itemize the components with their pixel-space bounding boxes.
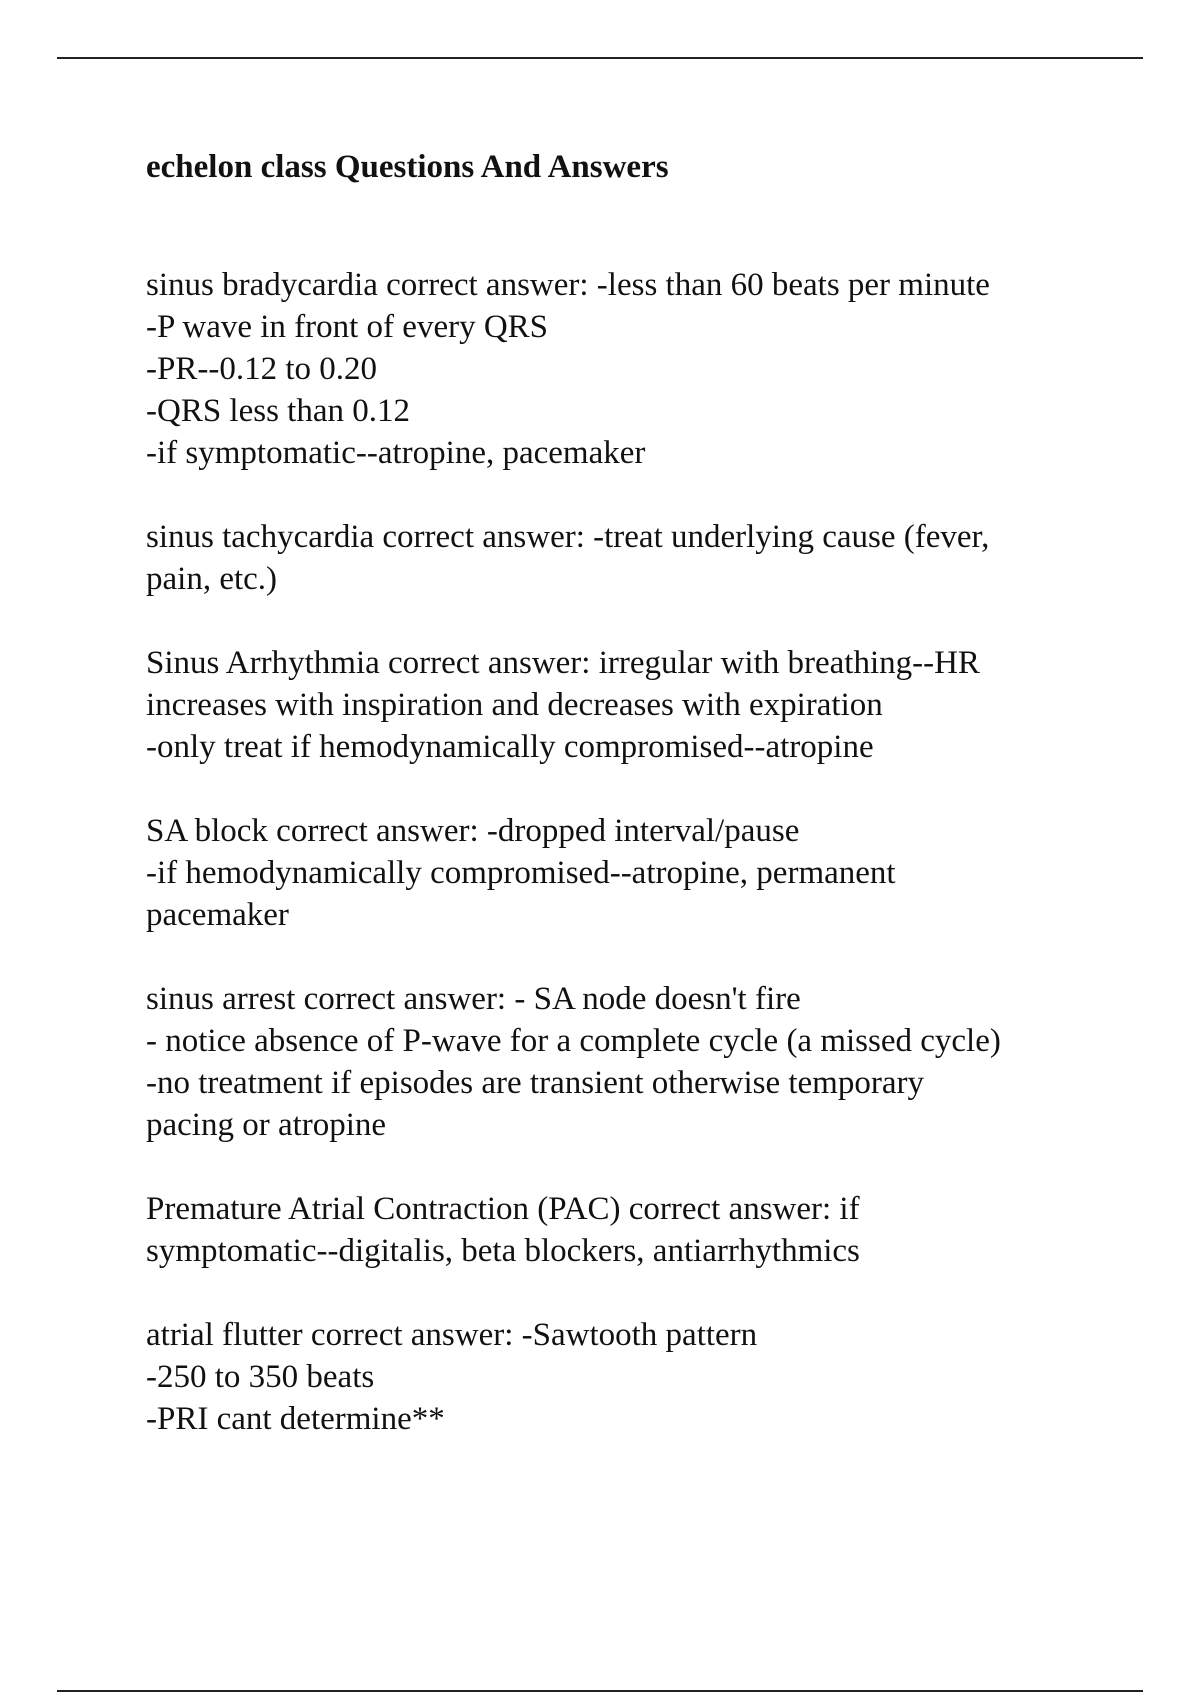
qa-entry-sinus-tachycardia [146, 516, 1146, 600]
qa-entry-sinus-arrest [146, 978, 1146, 1146]
entry-line: SA block correct answer: -dropped interval/pause [146, 813, 800, 849]
top-divider [57, 57, 1143, 59]
entry-line: pain, etc.) [146, 561, 278, 597]
entry-line: -no treatment if episodes are transient otherwise temporary [146, 1065, 924, 1101]
entry-line: pacing or atropine [146, 1107, 387, 1143]
entry-line: -if hemodynamically compromised--atropine, permanent [146, 855, 896, 891]
entry-line: -only treat if hemodynamically compromised--atropine [146, 729, 874, 765]
entry-line: sinus arrest correct answer: - SA node doesn't fire [146, 981, 801, 1017]
entry-line: -250 to 350 beats [146, 1359, 375, 1395]
entry-line: symptomatic--digitalis, beta blockers, antiarrhythmics [146, 1233, 860, 1269]
entry-line: Sinus Arrhythmia correct answer: irregular with breathing--HR [146, 645, 980, 681]
document-title: echelon class Questions And Answers [146, 149, 669, 185]
qa-entry-atrial-flutter [146, 1314, 1146, 1440]
qa-entry-sa-block [146, 810, 1146, 936]
entry-line: increases with inspiration and decreases with expiration [146, 687, 883, 723]
entry-line: -if symptomatic--atropine, pacemaker [146, 435, 646, 471]
bottom-divider [57, 1690, 1143, 1692]
entry-line: sinus tachycardia correct answer: -treat underlying cause (fever, [146, 519, 990, 555]
entry-line: atrial flutter correct answer: -Sawtooth pattern [146, 1317, 758, 1353]
entry-line: - notice absence of P-wave for a complete cycle (a missed cycle) [146, 1023, 1001, 1059]
entry-line: sinus bradycardia correct answer: -less than 60 beats per minute [146, 267, 990, 303]
qa-entry-sinus-bradycardia [146, 264, 1146, 474]
qa-entry-pac [146, 1188, 1146, 1272]
entry-line: pacemaker [146, 897, 289, 933]
entry-line: Premature Atrial Contraction (PAC) correct answer: if [146, 1191, 860, 1227]
document-body [146, 142, 1146, 1482]
entry-line: -PR--0.12 to 0.20 [146, 351, 377, 387]
qa-entry-sinus-arrhythmia [146, 642, 1146, 768]
entry-line: -QRS less than 0.12 [146, 393, 410, 429]
qa-list [146, 264, 1146, 1440]
entry-line: -PRI cant determine** [146, 1401, 445, 1437]
entry-line: -P wave in front of every QRS [146, 309, 549, 345]
